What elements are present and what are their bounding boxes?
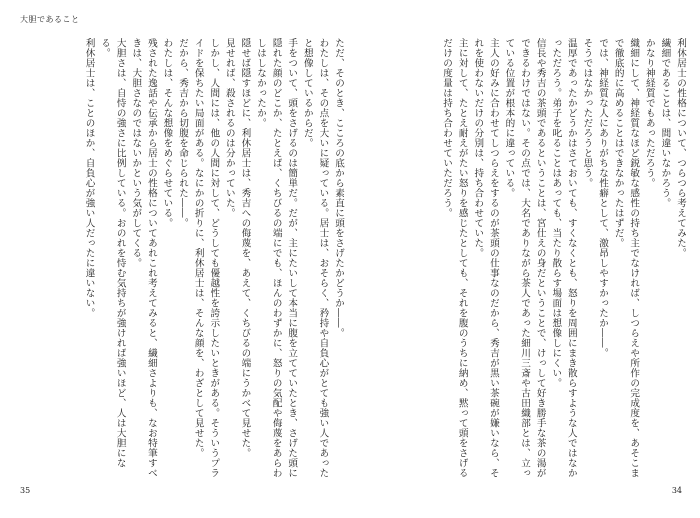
paragraph: 見せれば、殺されるのは分かっていた。: [223, 38, 235, 218]
paragraph: 主に対して、たとえ耐えがたい怒りを感じたとしても、それを腹のうちに納め、黙って頭をさげるだけの度量は持ち合わせていただろう。: [441, 38, 468, 478]
paragraph: 織細にして、神経質なほど鋭敏な感性の持ち主でなければ、しつらえや所作の完成度を、あそこまで徹底的に高めることはできなかったはずだ。: [612, 38, 640, 478]
paragraph: わたしは、そんな想像をめぐらせている。: [161, 38, 173, 228]
paragraph: ただ、そのとき、こころの底から素直に頭をさげたかどうか――。: [333, 38, 344, 338]
paragraph: 温厚であったかどうかはさておいても、すくなくとも、怒りを周囲にまき散らすような人ではなかっただろう。弟子を叱ることはあっても、当たり散らす場面は想像しにくい。: [550, 38, 577, 478]
paragraph: 手をついて、頭をさげるのは簡単だ。だが、主にたいして本当に腹を立てていたとき、さげた頭に隠れた顔のどこか、たとえば、くちびるの端にでも、ほんのわずかに、怒りの気配や侮蔑をあらわしはしなかったか。: [255, 38, 298, 478]
page-number-right: 34: [671, 486, 682, 495]
paragraph: しかし、人間には、他の人間に対して、どうしても優越性を誇示したいときがある。そういうプライドを保ちたい局面がある。なにかの折りに、利休居士は、そんな顔を、わざとして見せた。: [192, 38, 220, 478]
paragraph: 大胆さは、自恃の強さに比例している。おのれを恃む気持ちが強ければ強いほど、人は大胆になる。: [99, 38, 126, 468]
paragraph: 残された逸話や伝承から居士の性格についてあれこれ考えてみると、繊細さよりも、なお特筆すべきは、大胆さなのではないかという気がしてくる。: [130, 38, 157, 478]
left-page-body: [48, 38, 346, 480]
paragraph: 繊細であることは、間違いなかろう。: [659, 38, 671, 208]
paragraph: 隠せば隠すほどに、利休居士は、秀吉への侮蔑を、あえて、くちびるの端にうかべて見せた。: [239, 38, 251, 458]
right-page-body: [355, 38, 688, 480]
paragraph: そうではなかっただろうと思う。: [581, 38, 593, 188]
paragraph: だから、秀吉から切腹を命じられた――。: [177, 38, 189, 228]
paragraph: 信長や秀吉の茶頭であるということは、宮仕えの身だということで、けっして好き勝手な茶の湯ができるわけではない。その点では、大名でありながら茶人であった細川三斎や古田織部とは、立っている位置が根本的に違っている。: [503, 38, 546, 478]
running-head: 大胆であること: [20, 15, 80, 24]
page-number-left: 35: [20, 486, 31, 495]
paragraph: かなり神経質でもあっただろう。: [643, 38, 655, 188]
paragraph: 主人の好みに合わせてしつらえをするのが茶頭の仕事なのだから、秀吉が黒い茶碗が嫌いなら、それを使わないだけの分別は、持ち合わせていた。: [472, 38, 499, 478]
paragraph: では、神経質な人にありがちな性癖として、激昂しやすかったか――。: [597, 38, 609, 358]
paragraph: わたしは、その点を大いに疑っている。居士は、おそらく、矜持や自負心がとても強い人であったと想像しているからだ。: [301, 38, 329, 478]
paragraph: 利休居士の性格について、つらつら考えてみた。: [675, 38, 686, 258]
paragraph: 利休居士は、ことのほか、自負心が強い人だったに違いない。: [83, 38, 95, 318]
